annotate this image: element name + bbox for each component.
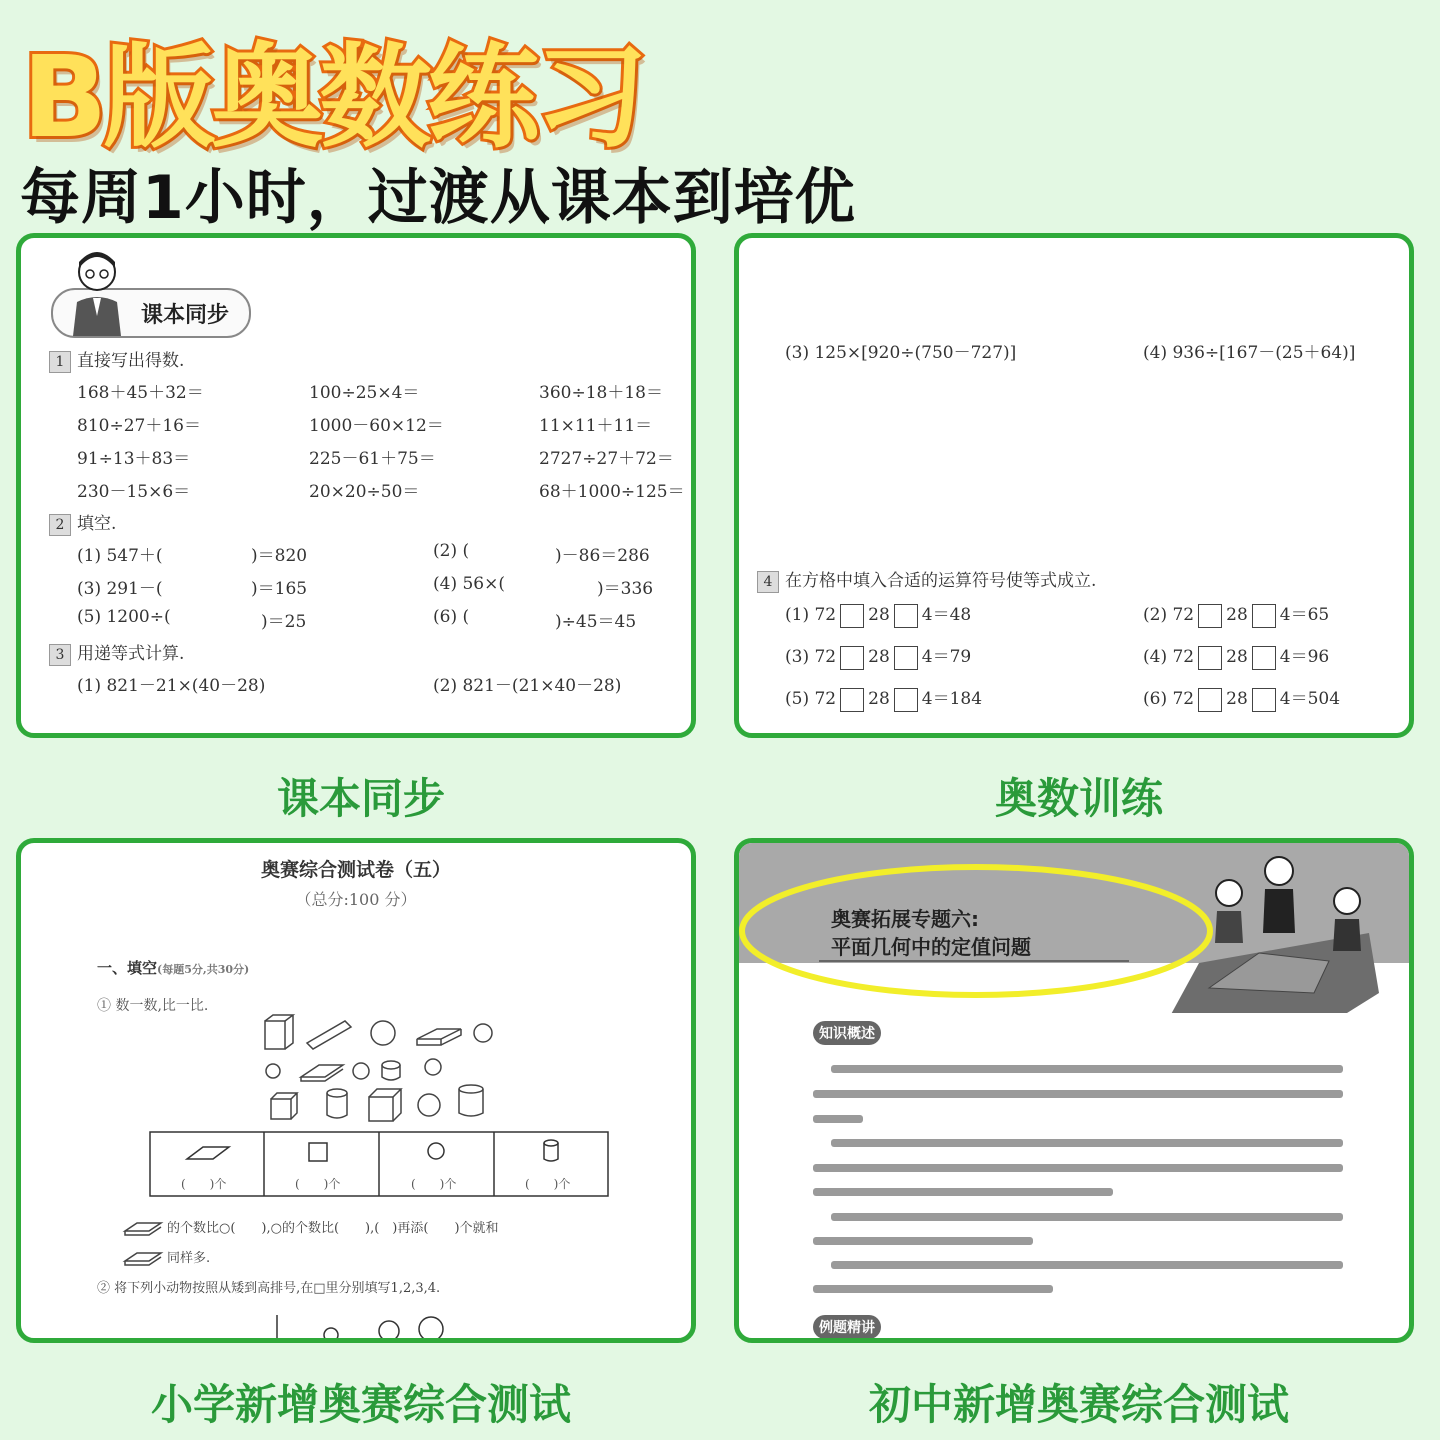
question-title: 填空.: [77, 514, 117, 534]
caption-textbook-sync: 课本同步: [276, 774, 445, 823]
answer-box[interactable]: [1198, 604, 1222, 628]
operator-item-end: 4＝48: [921, 605, 972, 625]
question-title: 在方格中填入合适的运算符号使等式成立.: [785, 571, 1097, 591]
question-number: 4: [757, 571, 779, 593]
operator-item-mid: 28: [1226, 689, 1248, 709]
badge-examples: 例题精讲: [813, 1315, 881, 1339]
topic-title-line2: 平面几何中的定值问题: [831, 935, 1031, 959]
count-blank: ( )个: [295, 1177, 341, 1191]
question-number: 3: [49, 644, 71, 666]
answer-box[interactable]: [894, 646, 918, 670]
operator-item: [1143, 600, 1329, 628]
calc-item: 1000－60×12＝: [309, 416, 444, 436]
answer-box[interactable]: [1252, 646, 1276, 670]
calc-item: 11×11＋11＝: [539, 416, 653, 436]
operator-item-end: 4＝96: [1279, 647, 1330, 667]
section-title: 一、填空: [97, 959, 158, 977]
section-tag-label: 课本同步: [141, 303, 230, 328]
question-text: 同样多.: [167, 1251, 211, 1266]
badge-knowledge: 知识概述: [813, 1021, 881, 1045]
fill-item: )－86＝286: [555, 546, 650, 566]
panel-textbook-sync: [16, 233, 696, 738]
operator-item-label: (6) 72: [1143, 689, 1195, 709]
calc-item: 2727÷27＋72＝: [539, 449, 674, 469]
fill-item: (2) (: [433, 541, 470, 561]
fill-item: )＝820: [251, 546, 308, 566]
count-blank: ( )个: [525, 1177, 571, 1191]
calc-item: 20×20÷50＝: [309, 482, 420, 502]
operator-item-mid: 28: [1226, 647, 1248, 667]
question-text: ① 数一数,比一比.: [97, 998, 209, 1014]
question-text: 的个数比○( ),○的个数比( ),( )再添( )个就和: [167, 1221, 499, 1236]
operator-item-mid: 28: [868, 605, 890, 625]
operator-item-end: 4＝79: [921, 647, 972, 667]
calc-item: 68＋1000÷125＝: [539, 482, 685, 502]
caption-olympiad-training: 奥数训练: [994, 774, 1163, 823]
section-note: (每题5分,共30分): [157, 963, 250, 976]
answer-box[interactable]: [1252, 688, 1276, 712]
solid-shapes-illustration-icon: [257, 1013, 507, 1123]
calc-item: 230－15×6＝: [77, 482, 191, 502]
operator-item: [1143, 684, 1340, 712]
operator-item-label: (5) 72: [785, 689, 837, 709]
fill-item: )＝25: [261, 612, 307, 632]
answer-box[interactable]: [1252, 604, 1276, 628]
calc-item: 360÷18＋18＝: [539, 383, 663, 403]
fill-item: (1) 547＋(: [77, 546, 163, 566]
operator-item: [785, 684, 982, 712]
operator-item-mid: 28: [1226, 605, 1248, 625]
fill-item: (4) 56×(: [433, 574, 505, 594]
answer-box[interactable]: [894, 688, 918, 712]
panel-olympiad-training: [734, 233, 1414, 738]
operator-item: [1143, 642, 1329, 670]
calc-item: 225－61＋75＝: [309, 449, 436, 469]
topic-title-line1: 奥赛拓展专题六:: [831, 907, 979, 931]
fill-item: (3) 291－(: [77, 579, 163, 599]
fill-item: )＝165: [251, 579, 308, 599]
question-number: 1: [49, 351, 71, 373]
caption-primary-test: 小学新增奥赛综合测试: [150, 1380, 571, 1429]
operator-item-label: (4) 72: [1143, 647, 1195, 667]
operator-item-label: (2) 72: [1143, 605, 1195, 625]
teacher-avatar-icon: [57, 246, 137, 336]
operator-item-end: 4＝184: [921, 689, 983, 709]
answer-box[interactable]: [840, 688, 864, 712]
operator-item-end: 4＝65: [1279, 605, 1330, 625]
operator-item-mid: 28: [868, 647, 890, 667]
calc-item: 168＋45＋32＝: [77, 383, 204, 403]
fill-item: (6) (: [433, 607, 470, 627]
calc-item: 91÷13＋83＝: [77, 449, 191, 469]
caption-junior-test: 初中新增奥赛综合测试: [868, 1380, 1289, 1429]
question-text: ② 将下列小动物按照从矮到高排号,在□里分别填写1,2,3,4.: [97, 1281, 441, 1296]
calc-item: (4) 936÷[167－(25＋64)]: [1143, 343, 1356, 363]
operator-item-label: (1) 72: [785, 605, 837, 625]
answer-box[interactable]: [840, 646, 864, 670]
step-calc-item: (2) 821－(21×40－28): [433, 676, 622, 696]
operator-item-mid: 28: [868, 689, 890, 709]
page-subtitle: 每周1小时，过渡从课本到培优: [20, 163, 856, 233]
answer-box[interactable]: [1198, 688, 1222, 712]
answer-box[interactable]: [1198, 646, 1222, 670]
question-title: 直接写出得数.: [77, 351, 185, 371]
fill-item: )＝336: [597, 579, 654, 599]
operator-item: [785, 642, 971, 670]
fill-item: (5) 1200÷(: [77, 607, 171, 627]
test-title: 奥赛综合测试卷（五）: [260, 859, 451, 881]
answer-box[interactable]: [894, 604, 918, 628]
test-score: （总分:100 分）: [295, 890, 417, 909]
calc-item: (3) 125×[920÷(750－727)]: [785, 343, 1017, 363]
count-blank: ( )个: [411, 1177, 457, 1191]
panel-junior-olympiad-test: [734, 838, 1414, 1343]
count-blank: ( )个: [181, 1177, 227, 1191]
operator-item-end: 4＝504: [1279, 689, 1341, 709]
operator-item: [785, 600, 971, 628]
page-title: B版奥数练习: [22, 33, 644, 163]
slab-shape-icon: [121, 1217, 165, 1267]
answer-box[interactable]: [840, 604, 864, 628]
step-calc-item: (1) 821－21×(40－28): [77, 676, 266, 696]
calc-item: 100÷25×4＝: [309, 383, 420, 403]
question-title: 用递等式计算.: [77, 644, 185, 664]
fill-item: )÷45＝45: [555, 612, 637, 632]
question-number: 2: [49, 514, 71, 536]
animals-illustration-icon: [271, 1305, 471, 1343]
panel-primary-olympiad-test: [16, 838, 696, 1343]
operator-item-label: (3) 72: [785, 647, 837, 667]
calc-item: 810÷27＋16＝: [77, 416, 201, 436]
